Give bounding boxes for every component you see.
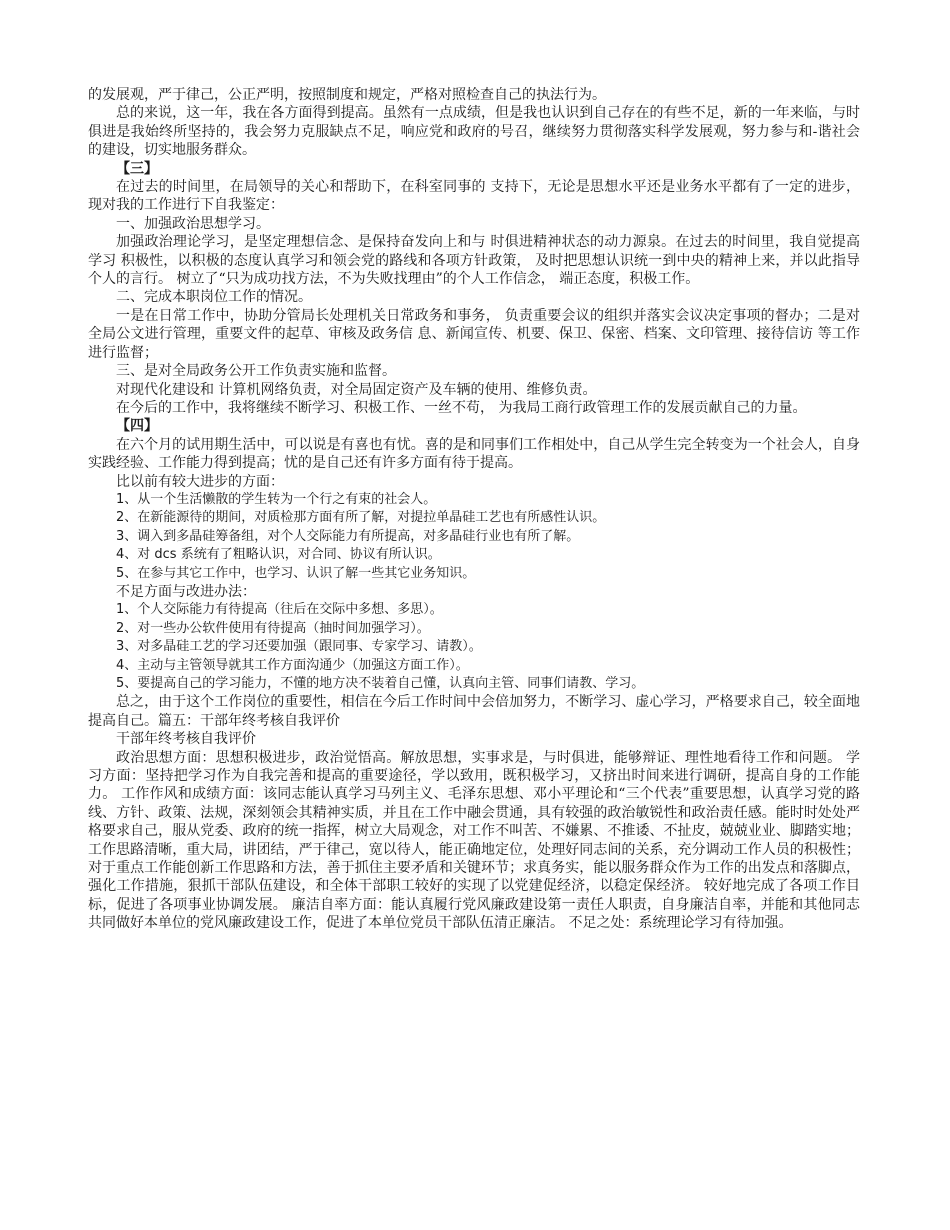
list-item: 4、主动与主管领导就其工作方面沟通少（加强这方面工作）。 [116, 657, 469, 673]
list-item: 3、对多晶硅工艺的学习还要加强（跟同事、专家学习、请教）。 [116, 639, 482, 655]
paragraph-continuation: 的发展观，严于律己，公正严明，按照制度和规定，严格对照检查自己的执法行为。 [88, 87, 606, 103]
paragraph-politics: 加强政治理论学习，是坚定理想信念、是保持奋发向上和与 时俱进精神状态的动力源泉。在过去的时间里，我自觉提高学习 积极性，以积极的态度认真学习和领会党的路线和各项方针政策， 及时把思想认识统一到中央的精神上来，并以此指导个人的言行。 树立了“只为成功找方法，不为失败找理由”的个人工作信念， 端正态度，积极工作。 [88, 234, 860, 288]
paragraph-future: 在今后的工作中，我将继续不断学习、积极工作、一丝不苟， 为我局工商行政管理工作的发展贡献自己的力量。 [116, 399, 807, 416]
paragraph-network: 对现代化建设和 计算机网络负责，对全局固定资产及车辆的使用、维修负责。 [116, 381, 597, 398]
list-item: 4、对 dcs 系统有了粗略认识，对合同、协议有所认识。 [116, 547, 441, 563]
list-item: 2、在新能源待的期间，对质检那方面有所了解，对提拉单晶硅工艺也有所感性认识。 [116, 510, 606, 526]
list-item: 5、在参与其它工作中，也学习、认识了解一些其它业务知识。 [116, 565, 476, 581]
list-item: 3、调入到多晶硅筹备组，对个人交际能力有所提高，对多晶硅行业也有所了解。 [116, 528, 580, 544]
section-heading-3: 【三】 [116, 160, 158, 177]
list-item: 1、从一个生活懒散的学生转为一个行之有束的社会人。 [116, 491, 437, 507]
paragraph-intro-3: 在过去的时间里，在局领导的关心和帮助下，在科室同事的 支持下，无论是思想水平还是业务水平都有了一定的进步，现对我的工作进行下自我鉴定： [88, 179, 860, 214]
item-heading-3: 三、是对全局政务公开工作负责实施和监督。 [116, 363, 396, 380]
paragraph-duties: 一是在日常工作中，协助分管局长处理机关日常政务和事务， 负责重要会议的组织并落实会议决定事项的督办；二是对全局公文进行管理，重要文件的起草、审核及政务信 息、新闻宣传、机要、保卫、保密、档案、文印管理、接待信访 等工作进行监督； [88, 307, 860, 361]
subheading-evaluation: 干部年终考核自我评价 [116, 731, 256, 748]
paragraph-summary: 总的来说，这一年，我在各方面得到提高。虽然有一点成绩，但是我也认识到自己存在的有些不足，新的一年来临，与时俱进是我始终所坚持的，我会努力克服缺点不足，响应党和政府的号召，继续努力贯彻落实科学发展观，努力参与和-谐社会的建设，切实地服务群众。 [88, 105, 860, 159]
item-heading-2: 二、完成本职岗位工作的情况。 [116, 289, 312, 306]
list-heading-progress: 比以前有较大进步的方面： [116, 473, 284, 490]
section-heading-4: 【四】 [116, 418, 158, 435]
list-heading-improve: 不足方面与改进办法： [116, 583, 256, 600]
item-heading-1: 一、加强政治思想学习。 [116, 215, 270, 232]
list-item: 5、要提高自己的学习能力，不懂的地方决不装着自己懂，认真向主管、同事们请教、学习。 [116, 676, 645, 691]
paragraph-probation: 在六个月的试用期生活中，可以说是有喜也有忧。喜的是和同事们工作相处中，自己从学生完全转变为一个社会人，自身实践经验、工作能力得到提高；忧的是自己还有许多方面有待于提高。 [88, 436, 860, 472]
paragraph-conclusion: 总之，由于这个工作岗位的重要性，相信在今后工作时间中会倍加努力，不断学习、虚心学习，严格要求自己，较全面地提高自己。篇五：干部年终考核自我评价 [88, 694, 860, 729]
document-body [88, 86, 860, 933]
list-item: 1、个人交际能力有待提高（往后在交际中多想、多思）。 [116, 602, 443, 618]
paragraph-evaluation: 政治思想方面：思想积极进步，政治觉悟高。解放思想，实事求是，与时俱进，能够辩证、理性地看待工作和问题。 学习方面：坚持把学习作为自我完善和提高的重要途径，学以致用，既积极学习，又挤出时间来进行调研，提高自身的工作能力。 工作作风和成绩方面：该同志能认真学习马列主义、毛泽东思想、邓小平理论和“三个代表”重要思想，认真学习党的路线、方针、政策、法规，深刻领会其精神实质，并且在工作中融会贯通，具有较强的政治敏锐性和政治责任感。能时时处处严格要求自己，服从党委、政府的统一指挥，树立大局观念，对工作不叫苦、不嫌累、不推诿、不扯皮，兢兢业业、脚踏实地；工作思路清晰，重大局，讲团结，严于律己，宽以待人，能正确地定位，处理好同志间的关系，充分调动工作人员的积极性；对于重点工作能创新工作思路和方法，善于抓住主要矛盾和关键环节；求真务实，能以服务群众作为工作的出发点和落脚点，强化工作措施，狠抓干部队伍建设，和全体干部职工较好的实现了以党建促经济，以稳定保经济。 较好地完成了各项工作目标，促进了各项事业协调发展。 廉洁自率方面：能认真履行党风廉政建设第一责任人职责，自身廉洁自率，并能和其他同志共同做好本单位的党风廉政建设工作，促进了本单位党员干部队伍清正廉洁。 不足之处：系统理论学习有待加强。 [88, 749, 860, 932]
list-item: 2、对一些办公软件使用有待提高（抽时间加强学习）。 [116, 620, 430, 636]
